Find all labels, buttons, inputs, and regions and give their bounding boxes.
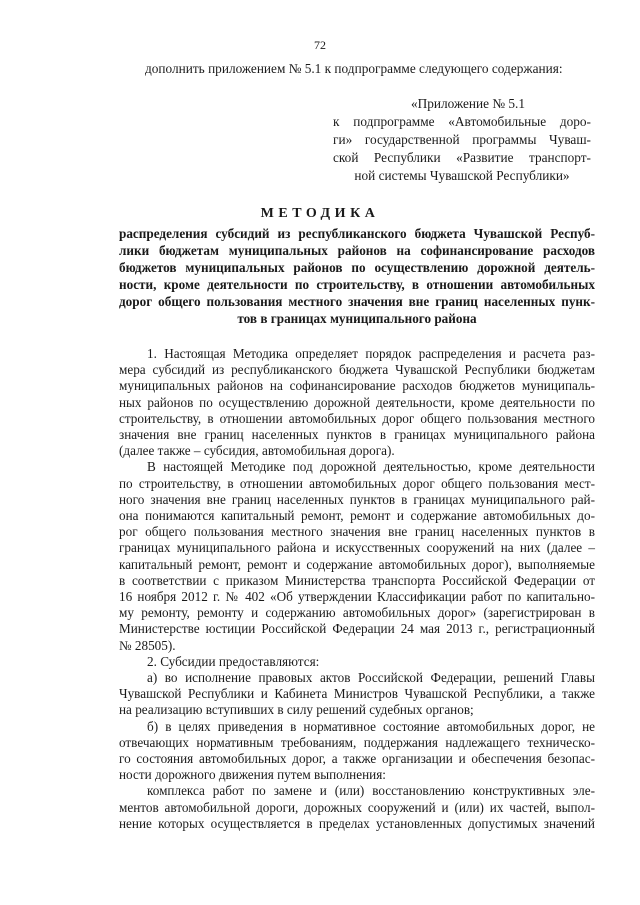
body-line: ных районов по осуществлению дорожной деятельности, кроме деятельности по — [119, 394, 595, 410]
subtitle-line: распределения субсидий из республиканского бюджета Чувашской Респуб- — [119, 226, 595, 241]
intro-text: дополнить приложением № 5.1 к подпрограмме следующего содержания: — [145, 61, 563, 76]
body-line: в соответствии с приказом Министерства транспорта Российской Федерации от — [119, 572, 595, 588]
body-line: мера субсидий из республиканского бюджета Чувашской Республики бюджетам — [119, 362, 595, 378]
body-line: В настоящей Методике под дорожной деятельностью, кроме деятельности — [147, 459, 595, 475]
body-line: отвечающих нормативным требованиям, поддержания надлежащего техническо- — [119, 734, 595, 750]
appendix-block — [333, 95, 591, 185]
appendix-line: к подпрограмме «Автомобильные доро- — [333, 114, 591, 129]
body-line: а) во исполнение правовых актов Российской Федерации, решений Главы — [147, 670, 595, 686]
body-line: 1. Настоящая Методика определяет порядок распределения и расчета раз- — [147, 346, 595, 361]
body-line: строительству, в отношении автомобильных дорог общего пользования местного — [119, 410, 595, 426]
body-line: капитальный ремонт, ремонт и содержание автомобильных дорог), выполняемые — [119, 556, 595, 572]
body-line: рог общего пользования местного значения вне границ населенных пунктов в — [119, 524, 595, 540]
body-line: 16 ноября 2012 г. № 402 «Об утверждении Классификации работ по капитально- — [119, 589, 595, 605]
body-line: 2. Субсидии предоставляются: — [147, 653, 320, 669]
body-line: нение которых осуществляется в пределах установленных допустимых значений — [119, 815, 595, 831]
document-subtitle — [119, 225, 595, 327]
body-line: на реализацию вступивших в силу решений судебных органов; — [119, 702, 474, 718]
appendix-line: ской Республики «Развитие транспорт- — [333, 150, 591, 165]
appendix-line: ги» государственной программы Чуваш- — [333, 132, 591, 147]
body-line: № 28505). — [119, 637, 176, 653]
body-line: (далее также – субсидия, автомобильная дорога). — [119, 443, 395, 459]
body-line: Министерстве юстиции Российской Федерации 24 мая 2013 г., регистрационный — [119, 621, 595, 637]
subtitle-line: дорог общего пользования местного значения вне границ населенных пунк- — [119, 294, 595, 309]
body-line: му ремонту, ремонту и содержанию автомобильных дорог» (зарегистрирован в — [119, 605, 595, 621]
body-line: б) в целях приведения в нормативное состояние автомобильных дорог, не — [147, 718, 595, 734]
body-line: го состояния автомобильных дорог, а также организации и обеспечения безопас- — [119, 751, 595, 767]
appendix-heading: «Приложение № 5.1 — [411, 96, 525, 111]
body-line: ного значения вне границ населенных пунктов в границах муниципального рай- — [119, 491, 595, 507]
page-number: 72 — [314, 38, 326, 52]
body-line: по строительству, в отношении автомобильных дорог общего пользования мест- — [119, 475, 595, 491]
appendix-line: ной системы Чувашской Республики» — [354, 168, 570, 183]
body-line: комплекса работ по замене и (или) восстановлению конструктивных эле- — [147, 783, 595, 799]
body-line: муниципальных районов на софинансирование расходов бюджетов муниципаль- — [119, 378, 595, 394]
subtitle-line: ности, кроме деятельности по строительству, в отношении автомобильных — [119, 277, 595, 292]
subtitle-line: бюджетов муниципальных районов по осуществлению дорожной деятель- — [119, 260, 595, 275]
body-line: ментов автомобильной дороги, дорожных сооружений и (или) их частей, выпол- — [119, 799, 595, 815]
body-line: значения вне границ населенных пунктов в границах муниципального района — [119, 427, 595, 443]
body-line: ности дорожного движения путем выполнения: — [119, 767, 386, 783]
body-line: Чувашской Республики и Кабинета Министров Чувашской Республики, а также — [119, 686, 595, 702]
subtitle-line: лики бюджетам муниципальных районов на софинансирование расходов — [119, 243, 595, 258]
body-text — [119, 346, 595, 832]
body-line: она понимаются капитальный ремонт, ремонт и содержание автомобильных до- — [119, 508, 595, 524]
document-title: МЕТОДИКА — [260, 206, 380, 221]
subtitle-line: тов в границах муниципального района — [237, 311, 477, 326]
body-line: границах муниципального района и искусственных сооружений на них (далее – — [119, 540, 595, 556]
